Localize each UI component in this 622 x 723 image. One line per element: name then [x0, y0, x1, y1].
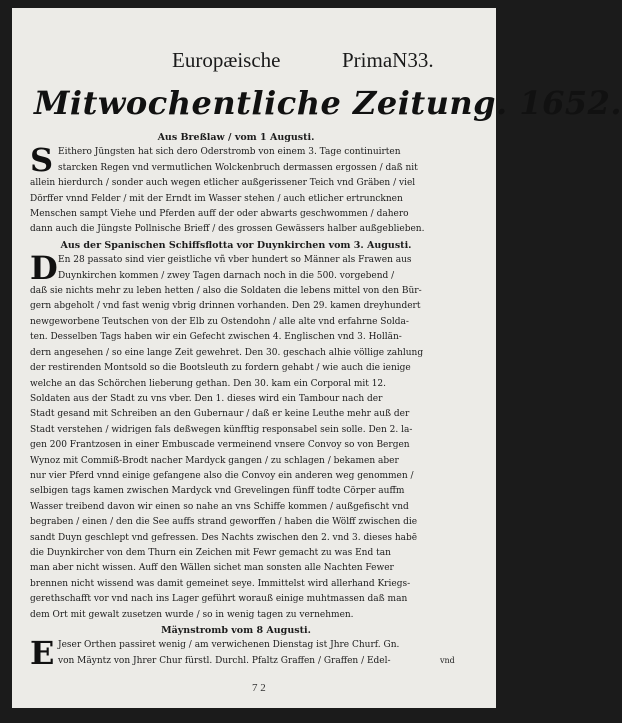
- initial-letter: E: [30, 634, 55, 673]
- text-line: newgeworbene Teutschen von der Elb zu Ostendohn / alle alte vnd erfahrne Solda-: [30, 316, 409, 327]
- issue-number: PrimaN33.: [342, 48, 434, 72]
- article-main-river: [30, 634, 442, 673]
- text-line: gern abgeholt / vnd fast wenig vbrig drinnen vorhanden. Den 29. kamen dreyhundert: [30, 301, 421, 312]
- text-line: Stadt verstehen / widrigen fals deßwegen künfftig responsabel sein solle. Den 2. la-: [30, 424, 413, 435]
- page-number: 7 2: [252, 682, 266, 694]
- text-line: ten. Desselben Tags haben wir ein Gefecht zwischen 4. Englischen vnd 3. Hollän-: [30, 332, 402, 343]
- text-line: sandt Duyn geschlept vnd gefressen. Des Nachts zwischen den 2. vnd 3. dieses habē: [30, 532, 418, 543]
- text-line: nur vier Pferd vnnd einige gefangene also die Convoy ein anderen weg genommen /: [30, 470, 414, 481]
- article-breslau: [30, 141, 442, 237]
- text-line: gerethschafft vor vnd nach ins Lager geführt worauß einige muhtmassen daß man: [30, 594, 408, 605]
- text-line: begraben / einen / den die See auffs strand geworffen / haben die Wölff zwischen die: [30, 517, 418, 528]
- header-title: Europæische: [172, 48, 281, 72]
- text-line: dern angesehen / so eine lange Zeit gewehret. Den 30. geschach alhie völlige zahlung: [30, 347, 424, 358]
- text-line: Eithero Jüngsten hat sich dero Oderstromb von einem 3. Tage continuirten: [58, 147, 401, 158]
- text-line: Duynkirchen kommen / zwey Tagen darnach noch in die 500. vorgebend /: [58, 270, 395, 281]
- dateline-spanish-fleet: Aus der Spanischen Schiffsflotta vor Duynkirchen vom 3. Augusti.: [60, 239, 412, 251]
- text-line: Wasser treibend davon wir einen so nahe an vns Schiffe kommen / außgefischt vnd: [30, 501, 409, 512]
- text-line: Jeser Orthen passiret wenig / am verwichenen Dienstag ist Jhre Churf. Gn.: [58, 640, 400, 651]
- newspaper-page: [12, 8, 622, 708]
- text-line: dann auch die Jüngste Pollnische Brieff / des grossen Gewässers halber außgeblieben.: [30, 224, 425, 235]
- initial-letter: S: [30, 141, 54, 180]
- text-line: daß sie nichts mehr zu leben hetten / also die Soldaten die lebens mittel von den Bür-: [30, 286, 422, 297]
- text-line: die Duynkircher von dem Thurn ein Zeichen mit Fewr gemacht zu was End tan: [30, 547, 391, 558]
- text-line: Stadt gesand mit Schreiben an den Gubernaur / daß er keine Leuthe mehr auß der: [30, 409, 410, 420]
- text-line: gen 200 Frantzosen in einer Embuscade vermeinend vnsere Convoy so von Bergen: [30, 440, 410, 451]
- text-line: Menschen sampt Viehe und Pferden auff der oder abwarts geschwommen / dahero: [30, 209, 409, 220]
- text-line: Soldaten aus der Stadt zu vns vber. Den 1. dieses wird ein Tambour nach der: [30, 393, 383, 404]
- text-line: dem Ort mit gewalt zusetzen wurde / so in wenig tagen zu vernehmen.: [30, 609, 354, 620]
- text-line: von Mäyntz von Jhrer Chur fürstl. Durchl. Pfaltz Graffen / Graffen / Edel-: [58, 655, 391, 666]
- text-line: selbigen tags kamen zwischen Mardyck vnd Grevelingen fünff todte Cörper auff̄m: [30, 486, 405, 497]
- text-line: der restirenden Montsold so die Bootsleuth zu fordern gehabt / wie auch die ienige: [30, 363, 411, 374]
- masthead: Mitwochentliche Zeitung. 1652.: [34, 84, 622, 122]
- text-line: Wynoz mit Commiß-Brodt nacher Mardyck gangen / zu schlagen / bekamen aber: [30, 455, 399, 466]
- initial-letter: D: [30, 249, 58, 288]
- text-line: allein hierdurch / sonder auch wegen etlicher außgerissener Teich vnd Gräben / viel: [30, 178, 416, 189]
- text-line: starcken Regen vnd vermutlichen Wolckenbruch dermassen ergossen / daß nit: [58, 162, 418, 173]
- article-body: [30, 130, 442, 673]
- text-line: brennen nicht wissend was damit gemeinet seye. Immittelst wird allerhand Kriegs-: [30, 578, 411, 589]
- article-spanish-fleet: [30, 249, 442, 623]
- page-header: [172, 48, 472, 78]
- text-line: welche an das Schörchen lieberung gethan. Den 30. kam ein Corporal mit 12.: [30, 378, 387, 389]
- dateline-main-river: Mäynstromb vom 8 Augusti.: [161, 625, 311, 636]
- text-line: man aber nicht wissen. Auff den Wällen sichet man sonsten alle Nachten Fewer: [30, 563, 394, 574]
- dateline-breslau: Aus Breßlaw / vom 1 Augusti.: [157, 132, 315, 143]
- text-line: Dörffer vnnd Felder / mit der Erndt im Wasser stehen / auch etlicher ertruncknen: [30, 193, 403, 204]
- catchword: vnd: [440, 656, 455, 665]
- text-line: En 28 passato sind vier geistliche vñ vber hundert so Männer als Frawen aus: [58, 255, 412, 266]
